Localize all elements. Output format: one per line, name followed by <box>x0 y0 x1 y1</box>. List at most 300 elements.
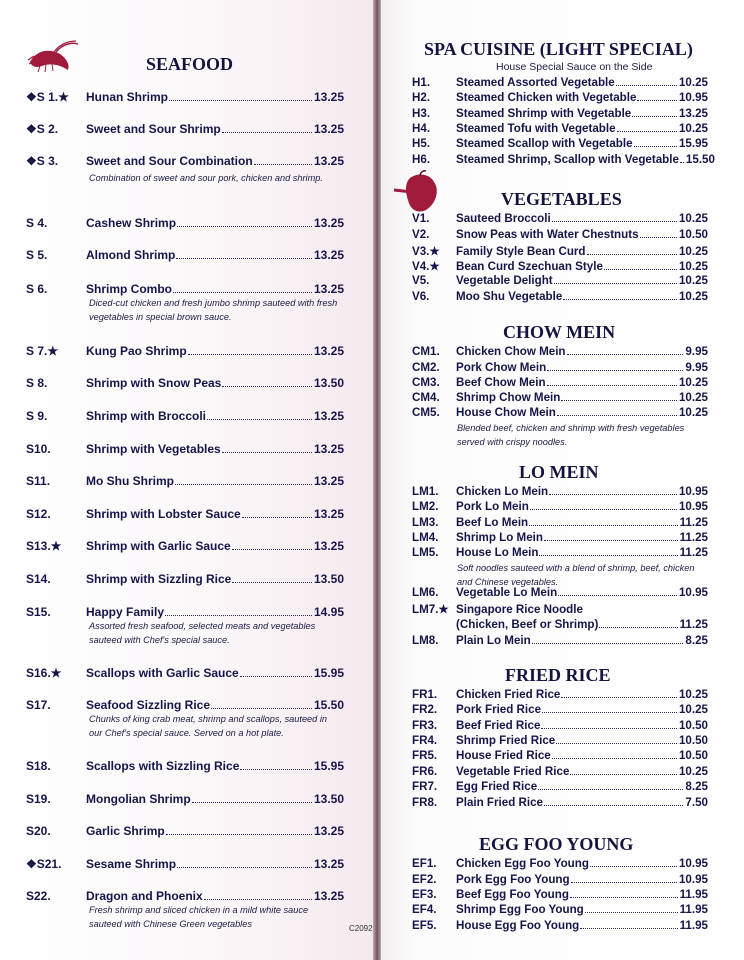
item-name: Pork Lo Mein <box>456 500 529 513</box>
dot-leader <box>165 615 312 616</box>
dot-leader <box>166 834 312 835</box>
item-price: 10.25 <box>678 765 708 778</box>
dot-leader <box>563 299 677 300</box>
item-code: H5. <box>412 137 431 150</box>
item-name: Shrimp with Vegetables <box>86 442 221 456</box>
shrimp-illustration-icon <box>26 40 80 74</box>
dot-leader <box>204 899 312 900</box>
item-price: 11.95 <box>679 903 708 916</box>
vegetable-illustration-icon <box>394 170 444 215</box>
item-name: Steamed Scallop with Vegetable <box>456 137 633 150</box>
item-name: Shrimp with Broccoli <box>86 409 207 423</box>
item-code: H1. <box>412 76 431 89</box>
item-code: V4.★ <box>412 260 440 273</box>
dot-leader <box>547 385 677 386</box>
menu-item <box>412 228 708 243</box>
item-description: Assorted fresh seafood, selected meats and vegetables sauteed with Chef's special sauce. <box>89 621 316 645</box>
item-code: EF2. <box>412 873 437 886</box>
dot-leader <box>232 549 312 550</box>
dot-leader <box>240 769 312 770</box>
item-code: H2. <box>412 91 431 104</box>
section-title-seafood: SEAFOOD <box>146 54 234 74</box>
item-name: Pork Chow Mein <box>456 361 547 374</box>
item-code: S20. <box>26 824 51 838</box>
item-name: Bean Curd Szechuan Style <box>456 260 603 273</box>
menu-item <box>26 572 344 587</box>
dot-leader <box>240 676 312 677</box>
item-description: Combination of sweet and sour pork, chicken and shrimp. <box>89 173 323 183</box>
dot-leader <box>585 912 678 913</box>
item-price: 10.50 <box>678 228 708 241</box>
item-code: LM6. <box>412 586 439 599</box>
dot-leader <box>169 100 312 101</box>
item-code: ❖S 3. <box>26 154 59 168</box>
dot-leader <box>242 517 312 518</box>
item-name: Singapore Rice Noodle <box>456 603 583 616</box>
item-price: 10.25 <box>678 260 708 273</box>
menu-item <box>26 442 344 457</box>
item-price: 11.95 <box>679 919 708 932</box>
menu-item <box>26 90 344 105</box>
item-name: Chicken Lo Mein <box>456 485 549 498</box>
item-price: 10.25 <box>678 688 708 701</box>
dot-leader <box>556 743 677 744</box>
item-name: Shrimp Chow Mein <box>456 391 561 404</box>
item-price: 9.95 <box>685 361 708 374</box>
item-code: S 5. <box>26 248 48 262</box>
item-code: FR6. <box>412 765 438 778</box>
menu-item <box>412 122 708 137</box>
dot-leader <box>604 269 677 270</box>
menu-item <box>412 903 708 918</box>
item-code: S13.★ <box>26 539 62 553</box>
item-name: Mongolian Shrimp <box>86 792 191 806</box>
spa-subtitle: House Special Sauce on the Side <box>496 61 653 73</box>
item-price: 14.95 <box>313 605 344 619</box>
item-code: S19. <box>26 792 51 806</box>
menu-item <box>412 780 708 795</box>
menu-item <box>412 516 708 531</box>
menu-item <box>412 91 708 106</box>
item-name: House Lo Mein <box>456 546 539 559</box>
item-name: Scallops with Garlic Sauce <box>86 666 239 680</box>
menu-item <box>412 703 708 718</box>
item-name: Plain Lo Mein <box>456 634 531 647</box>
item-price: 15.50 <box>313 698 344 712</box>
dot-leader <box>634 146 677 147</box>
menu-item <box>26 154 344 169</box>
dot-leader <box>177 867 312 868</box>
item-price: 11.25 <box>679 516 708 529</box>
item-code: EF1. <box>412 857 437 870</box>
item-price: 15.95 <box>313 759 344 773</box>
item-description: Chunks of king crab meat, shrimp and scallops, sauteed in our Chef's special sauce. Served on a hot plate. <box>89 714 327 738</box>
item-code: S14. <box>26 572 51 586</box>
item-name: Steamed Assorted Vegetable <box>456 76 615 89</box>
item-name: Plain Fried Rice <box>456 796 543 809</box>
item-code: S11. <box>26 474 51 488</box>
dot-leader <box>549 494 677 495</box>
item-name: Shrimp with Sizzling Rice <box>86 572 232 586</box>
item-name: Shrimp Combo <box>86 282 172 296</box>
item-code: H4. <box>412 122 431 135</box>
item-name: Steamed Shrimp with Vegetable <box>456 107 632 120</box>
item-name: Steamed Shrimp, Scallop with Vegetable <box>456 153 679 166</box>
item-price: 10.25 <box>678 290 708 303</box>
dot-leader <box>637 100 677 101</box>
item-name: Steamed Tofu with Vegetable <box>456 122 616 135</box>
item-code: CM4. <box>412 391 440 404</box>
item-name: Dragon and Phoenix <box>86 889 203 903</box>
item-name: Vegetable Lo Mein <box>456 586 558 599</box>
item-description: Blended beef, chicken and shrimp with fresh vegetables served with crispy noodles. <box>457 423 685 447</box>
item-name: Chicken Egg Foo Young <box>456 857 589 870</box>
item-name: Sauteed Broccoli <box>456 212 551 225</box>
item-code: EF3. <box>412 888 437 901</box>
menu-item <box>26 409 344 424</box>
menu-item <box>412 391 708 406</box>
dot-leader <box>222 386 312 387</box>
dot-leader <box>640 237 677 238</box>
item-price: 13.50 <box>313 792 344 806</box>
menu-item <box>412 290 708 305</box>
item-price: 10.95 <box>678 873 708 886</box>
menu-item <box>412 345 708 360</box>
item-price: 10.25 <box>678 76 708 89</box>
dot-leader <box>570 774 677 775</box>
item-code: FR7. <box>412 780 438 793</box>
dot-leader <box>544 540 678 541</box>
item-name: Scallops with Sizzling Rice <box>86 759 240 773</box>
item-code: EF5. <box>412 919 437 932</box>
menu-item <box>26 666 344 681</box>
item-name: Sesame Shrimp <box>86 857 177 871</box>
item-description: Soft noodles sauteed with a blend of shrimp, beef, chicken and Chinese vegetables. <box>457 563 695 587</box>
dot-leader <box>617 131 677 132</box>
menu-item <box>412 688 708 703</box>
section-title-chow-mein: CHOW MEIN <box>503 322 616 342</box>
dot-leader <box>580 928 677 929</box>
menu-item <box>412 602 708 617</box>
item-price: 13.25 <box>313 824 344 838</box>
dot-leader <box>542 712 677 713</box>
item-price: 10.50 <box>678 749 708 762</box>
dot-leader <box>188 354 312 355</box>
item-description: Fresh shrimp and sliced chicken in a mild white sauce sauteed with Chinese Green vegetables <box>89 905 309 929</box>
item-name: Beef Lo Mein <box>456 516 529 529</box>
item-price: 13.25 <box>313 474 344 488</box>
item-name: Mo Shu Shrimp <box>86 474 174 488</box>
item-name: Beef Egg Foo Young <box>456 888 569 901</box>
dot-leader <box>552 221 677 222</box>
item-name: Sweet and Sour Shrimp <box>86 122 221 136</box>
item-code: FR2. <box>412 703 438 716</box>
menu-item <box>26 857 344 872</box>
menu-item <box>412 259 708 274</box>
item-name: Hunan Shrimp <box>86 90 169 104</box>
menu-item <box>412 406 708 421</box>
menu-item <box>412 244 708 259</box>
item-price: 10.95 <box>678 485 708 498</box>
dot-leader <box>552 758 677 759</box>
item-code: S15. <box>26 605 51 619</box>
item-price: 13.25 <box>313 344 344 358</box>
dot-leader <box>222 452 312 453</box>
item-name: Pork Egg Foo Young <box>456 873 570 886</box>
item-price: 15.95 <box>678 137 708 150</box>
menu-item <box>412 634 708 649</box>
item-price: 10.25 <box>678 703 708 716</box>
dot-leader <box>192 802 312 803</box>
item-name: Shrimp Egg Foo Young <box>456 903 584 916</box>
menu-item <box>26 248 344 263</box>
item-price: 7.50 <box>685 796 708 809</box>
item-name: Steamed Chicken with Vegetable <box>456 91 637 104</box>
item-code: V1. <box>412 212 430 225</box>
item-price: 13.25 <box>313 539 344 553</box>
menu-item <box>26 344 344 359</box>
section-title-lo-mein: LO MEIN <box>519 462 599 482</box>
menu-item <box>26 824 344 839</box>
item-code: V6. <box>412 290 430 303</box>
item-code: LM5. <box>412 546 439 559</box>
dot-leader <box>176 258 312 259</box>
item-price: 10.25 <box>678 406 708 419</box>
menu-item <box>26 889 344 904</box>
item-name: Garlic Shrimp <box>86 824 165 838</box>
item-name: House Fried Rice <box>456 749 551 762</box>
item-name: Vegetable Fried Rice <box>456 765 570 778</box>
item-name: Egg Fried Rice <box>456 780 538 793</box>
item-name: Chicken Chow Mein <box>456 345 566 358</box>
item-price: 10.25 <box>678 391 708 404</box>
dot-leader <box>587 254 677 255</box>
item-price: 10.95 <box>678 586 708 599</box>
dot-leader <box>570 897 678 898</box>
dot-leader <box>175 484 312 485</box>
menu-item <box>412 76 708 91</box>
menu-item <box>412 107 708 122</box>
menu-item <box>412 274 708 289</box>
item-price: 10.25 <box>678 212 708 225</box>
menu-item <box>412 919 708 934</box>
dot-leader <box>561 400 677 401</box>
item-price: 13.25 <box>313 857 344 871</box>
item-price: 13.25 <box>313 442 344 456</box>
item-code: CM5. <box>412 406 440 419</box>
menu-item <box>412 873 708 888</box>
item-name: Seafood Sizzling Rice <box>86 698 211 712</box>
item-code: S16.★ <box>26 666 62 680</box>
item-code: H6. <box>412 153 431 166</box>
item-code: S17. <box>26 698 51 712</box>
item-code: S 4. <box>26 216 48 230</box>
menu-item <box>26 605 344 620</box>
menu-item <box>412 546 708 561</box>
menu-item <box>26 759 344 774</box>
item-price: 13.25 <box>313 889 344 903</box>
item-price: 8.25 <box>685 634 708 647</box>
item-price: 8.25 <box>685 780 708 793</box>
menu-item <box>26 376 344 391</box>
item-name: Cashew Shrimp <box>86 216 177 230</box>
dot-leader <box>173 292 312 293</box>
item-code: LM1. <box>412 485 439 498</box>
menu-item <box>412 153 715 168</box>
item-code: S22. <box>26 889 51 903</box>
item-price: 11.25 <box>679 531 708 544</box>
item-code: S 6. <box>26 282 48 296</box>
item-name: Happy Family <box>86 605 165 619</box>
item-price: 13.25 <box>313 409 344 423</box>
item-price: 11.25 <box>679 546 708 559</box>
dot-leader <box>539 555 677 556</box>
item-price: 10.95 <box>678 91 708 104</box>
item-description: Diced-cut chicken and fresh jumbo shrimp sauteed with fresh vegetables in special brown sauce. <box>89 298 338 322</box>
item-name: Kung Pao Shrimp <box>86 344 187 358</box>
menu-item <box>26 216 344 231</box>
menu-item <box>26 122 344 137</box>
menu-item <box>412 376 708 391</box>
item-price: 10.25 <box>678 122 708 135</box>
item-price: 10.95 <box>678 500 708 513</box>
item-price: 10.50 <box>678 719 708 732</box>
menu-item <box>412 137 708 152</box>
item-price: 13.25 <box>313 216 344 230</box>
item-code: LM8. <box>412 634 439 647</box>
item-code: FR8. <box>412 796 438 809</box>
menu-item <box>412 500 708 515</box>
item-code: FR5. <box>412 749 438 762</box>
dot-leader <box>529 525 677 526</box>
item-code: ❖S 1.★ <box>26 90 69 104</box>
item-code: LM4. <box>412 531 439 544</box>
dot-leader <box>232 582 312 583</box>
item-price: 9.95 <box>685 345 708 358</box>
item-code: FR4. <box>412 734 438 747</box>
menu-item <box>412 485 708 500</box>
item-code: CM1. <box>412 345 440 358</box>
item-price: 13.50 <box>313 572 344 586</box>
item-code: S18. <box>26 759 51 773</box>
item-name: Beef Chow Mein <box>456 376 546 389</box>
item-name: Snow Peas with Water Chestnuts <box>456 228 639 241</box>
item-price: 10.25 <box>678 376 708 389</box>
item-code: V3.★ <box>412 245 440 258</box>
dot-leader <box>532 643 684 644</box>
item-price: 10.50 <box>678 734 708 747</box>
item-code: LM7.★ <box>412 603 449 616</box>
dot-leader <box>538 789 683 790</box>
menu-item <box>412 586 708 601</box>
dot-leader <box>680 162 684 163</box>
item-code: S 7.★ <box>26 344 59 358</box>
item-price: 10.25 <box>678 245 708 258</box>
item-name: Beef Fried Rice <box>456 719 541 732</box>
item-code: CM2. <box>412 361 440 374</box>
menu-item <box>26 474 344 489</box>
footer-code: C2092 <box>349 924 373 933</box>
dot-leader <box>567 354 684 355</box>
item-name: Shrimp Lo Mein <box>456 531 543 544</box>
dot-leader <box>541 728 677 729</box>
item-code: FR3. <box>412 719 438 732</box>
dot-leader <box>590 866 677 867</box>
section-title-vegetables: VEGETABLES <box>501 189 622 209</box>
menu-item <box>412 212 708 227</box>
menu-item <box>26 698 344 713</box>
dot-leader <box>571 882 677 883</box>
item-name: Chicken Fried Rice <box>456 688 561 701</box>
dot-leader <box>557 415 677 416</box>
right-menu-page <box>381 0 744 960</box>
item-price: 13.25 <box>313 507 344 521</box>
item-price: 13.25 <box>313 154 344 168</box>
item-name: Vegetable Delight <box>456 274 553 287</box>
dot-leader <box>207 419 312 420</box>
dot-leader <box>544 805 683 806</box>
dot-leader <box>632 116 677 117</box>
item-code: ❖S21. <box>26 857 62 871</box>
item-code: FR1. <box>412 688 438 701</box>
item-price: 11.95 <box>679 888 708 901</box>
item-code: V5. <box>412 274 430 287</box>
item-price: 10.25 <box>678 274 708 287</box>
item-code: S 8. <box>26 376 48 390</box>
menu-item <box>26 507 344 522</box>
item-code: S 9. <box>26 409 48 423</box>
item-name: Almond Shrimp <box>86 248 176 262</box>
item-name: (Chicken, Beef or Shrimp) <box>456 618 599 631</box>
item-code: S10. <box>26 442 51 456</box>
item-price: 15.50 <box>685 153 715 166</box>
item-price: 10.95 <box>678 857 708 870</box>
item-name: Pork Fried Rice <box>456 703 542 716</box>
item-code: EF4. <box>412 903 437 916</box>
dot-leader <box>616 85 677 86</box>
dot-leader <box>254 164 312 165</box>
menu-item <box>412 361 708 376</box>
item-name: Shrimp with Lobster Sauce <box>86 507 241 521</box>
item-code: H3. <box>412 107 431 120</box>
item-code: CM3. <box>412 376 440 389</box>
section-title-spa: SPA CUISINE (LIGHT SPECIAL) <box>424 39 693 59</box>
menu-item <box>412 618 708 633</box>
item-name: Shrimp with Snow Peas <box>86 376 222 390</box>
item-name: House Chow Mein <box>456 406 556 419</box>
item-code: S12. <box>26 507 51 521</box>
dot-leader <box>177 226 312 227</box>
menu-item <box>412 765 708 780</box>
dot-leader <box>211 708 312 709</box>
item-code: V2. <box>412 228 430 241</box>
item-name: Family Style Bean Curd <box>456 245 586 258</box>
menu-item <box>412 796 708 811</box>
item-code: ❖S 2. <box>26 122 59 136</box>
item-price: 15.95 <box>313 666 344 680</box>
item-price: 13.25 <box>313 282 344 296</box>
dot-leader <box>222 132 312 133</box>
item-name: Sweet and Sour Combination <box>86 154 253 168</box>
menu-item <box>412 734 708 749</box>
item-code: LM3. <box>412 516 439 529</box>
item-name: Shrimp with Garlic Sauce <box>86 539 231 553</box>
dot-leader <box>554 283 677 284</box>
item-name: Moo Shu Vegetable <box>456 290 563 303</box>
item-price: 11.25 <box>679 618 708 631</box>
menu-item <box>412 719 708 734</box>
menu-item <box>26 792 344 807</box>
